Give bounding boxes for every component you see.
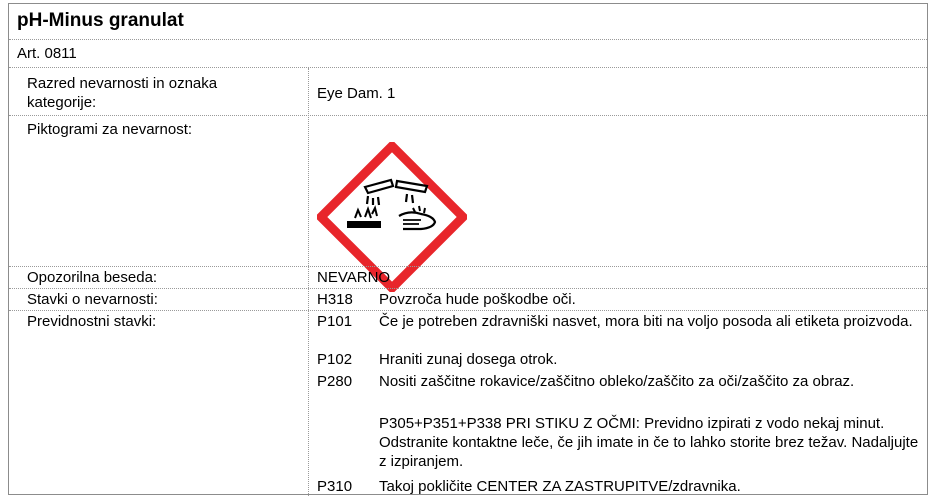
row-divider	[9, 266, 927, 267]
precautionary-text: PRI STIKU Z OČMI: Previdno izpirati z vodo nekaj minut. Odstranite kontaktne leče, če jih imate in če to lahko storite brez težav. Nadaljujte z izpiranjem.	[379, 415, 919, 470]
article-row	[9, 40, 927, 68]
row-divider	[9, 288, 927, 289]
title-row	[9, 4, 927, 40]
precautionary-code: P305+P351+P338	[379, 415, 502, 432]
article-number: Art. 0811	[17, 45, 77, 62]
safety-label-sheet	[8, 3, 928, 495]
hazard-class-value: Eye Dam. 1	[317, 85, 396, 102]
row-divider	[9, 310, 927, 311]
product-title: pH-Minus granulat	[17, 10, 184, 31]
row-divider	[9, 115, 927, 116]
precautionary-text: Nositi zaščitne rokavice/zaščitno obleko/zaščito za oči/zaščito za obraz.	[379, 373, 855, 390]
pictograms-label: Piktogrami za nevarnost:	[27, 121, 193, 138]
hazard-text: Povzroča hude poškodbe oči.	[379, 291, 576, 308]
precautionary-text: Če je potreben zdravniški nasvet, mora biti na voljo posoda ali etiketa proizvoda.	[379, 313, 913, 330]
precautionary-code: P102	[317, 351, 353, 368]
precautionary-combined-statement	[317, 414, 919, 471]
column-divider	[308, 68, 309, 496]
precautionary-text: Hraniti zunaj dosega otrok.	[379, 351, 558, 368]
precautionary-label: Previdnostni stavki:	[27, 313, 157, 330]
precautionary-text: Takoj pokličite CENTER ZA ZASTRUPITVE/zdravnika.	[379, 478, 741, 495]
hazard-class-label: Razred nevarnosti in oznaka kategorije:	[27, 75, 218, 111]
precautionary-code: P280	[317, 373, 353, 390]
signal-word-label: Opozorilna beseda:	[27, 269, 158, 286]
signal-word-value: NEVARNO	[317, 269, 391, 286]
hazard-statements-label: Stavki o nevarnosti:	[27, 291, 158, 308]
precautionary-code: P101	[317, 313, 353, 330]
hazard-code: H318	[317, 291, 353, 308]
precautionary-code: P310	[317, 478, 353, 495]
